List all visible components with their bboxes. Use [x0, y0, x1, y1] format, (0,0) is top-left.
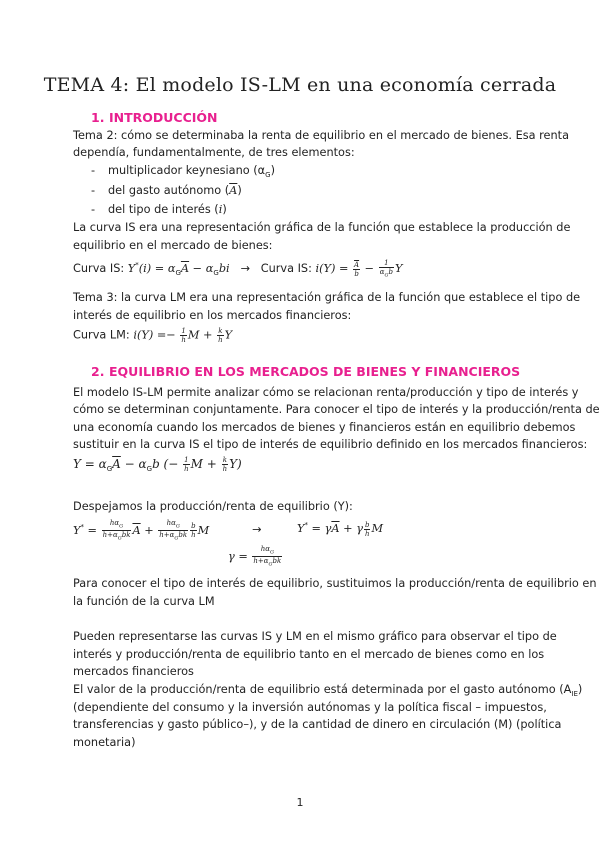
paragraph-line: una economía cuando los mercados de bienes y financieros están en equilibrio debemos: [73, 421, 576, 434]
arrow-symbol: →: [252, 523, 262, 536]
paragraph-line: la función de la curva LM: [73, 595, 215, 608]
bullet-item-autonomous-spending: del gasto autónomo $(\overline{A})$: [108, 184, 242, 197]
paragraph-line: monetaria): [73, 736, 136, 749]
lm-label: Curva LM:: [73, 328, 130, 342]
output-equation-simplified: $Y^* = \gamma\overline{A} + \gamma$ $\frac{b}{h}$ M: [297, 520, 384, 538]
bullet-item-multiplier: multiplicador keynesiano $(\alpha_G)$: [108, 164, 275, 179]
bullet-item-interest-rate: del tipo de interés (i): [108, 203, 227, 216]
section-1-title: INTRODUCCIÓN: [109, 110, 218, 125]
paragraph-line: dependía, fundamentalmente, de tres elementos:: [73, 146, 355, 159]
output-equation: Y* = $\frac{h\alpha_G}{h+\alpha_Gbk}$ $\overline{A}$ + $\frac{h\alpha_G}{h+\alpha_Gbk}$ $\frac{b}{h}$ M: [73, 519, 210, 542]
is-label-alt: Curva IS:: [260, 262, 312, 276]
gamma-definition: γ = $\frac{h\alpha_G}{h+\alpha_Gbk}$: [228, 545, 282, 568]
bullet-text: del gasto autónomo (: [108, 184, 230, 197]
section-1-number: 1.: [91, 110, 105, 125]
paragraph-line: interés de equilibrio en los mercados financieros:: [73, 309, 352, 322]
paragraph-line: Tema 2: cómo se determinaba la renta de equilibrio en el mercado de bienes. Esa renta: [73, 129, 569, 142]
bullet-dash: -: [91, 184, 96, 197]
paragraph-line: cómo se determinan conjuntamente. Para conocer el tipo de interés y la producción/renta de: [73, 403, 600, 416]
lm-curve-equation: Curva LM: i(Y) =− $\frac{1}{h}$ M + $\frac{k}{h}$ Y: [73, 327, 233, 344]
paragraph-line: Para conocer el tipo de interés de equilibrio, sustituimos la producción/renta de equilibrio en: [73, 577, 597, 590]
paragraph-line: equilibrio en el mercado de bienes:: [73, 239, 273, 252]
paragraph-line: Pueden representarse las curvas IS y LM en el mismo gráfico para observar el tipo de: [73, 630, 557, 643]
paragraph-line: La curva IS era una representación gráfica de la función que establece la producción de: [73, 221, 571, 234]
bullet-text: del tipo de interés (: [108, 203, 219, 216]
document-title: TEMA 4: El modelo IS-LM en una economía cerrada: [43, 74, 557, 96]
section-2-title: EQUILIBRIO EN LOS MERCADOS DE BIENES Y FINANCIEROS: [109, 364, 521, 379]
subscript: IE: [571, 690, 578, 698]
paragraph-text: El valor de la producción/renta de equilibrio está determinada por el gasto autónomo (A: [73, 683, 572, 696]
paragraph-line: sustituir en la curva IS el tipo de interés de equilibrio definido en los mercados financieros:: [73, 438, 588, 451]
paragraph-line: interés y producción/renta de equilibrio tanto en el mercado de bienes como en los: [73, 648, 545, 661]
is-label: Curva IS:: [73, 262, 125, 276]
bullet-dash: -: [91, 164, 96, 177]
paragraph-line: (dependiente del consumo y la inversión autónomas y la política fiscal – impuestos,: [73, 701, 547, 714]
is-curve-equation: Curva IS: $Y^*(i) = \alpha_G\overline{A} - \alpha_Gbi$ → Curva IS: i(Y) = $\frac{\overline{A}}{b}$ − $\frac{1}{\alpha_Gb}$ Y: [73, 259, 403, 279]
section-2-heading: [91, 364, 520, 379]
paragraph-text: ): [577, 683, 583, 696]
paragraph-line: El modelo IS-LM permite analizar cómo se relacionan renta/producción y tipo de interés y: [73, 386, 579, 399]
paragraph-line: transferencias y gasto público–), y de la cantidad de dinero en circulación (M) (política: [73, 718, 562, 731]
bullet-dash: -: [91, 203, 96, 216]
paragraph-line: [73, 683, 582, 701]
paragraph-line: mercados financieros: [73, 665, 194, 678]
section-1-heading: [91, 110, 218, 125]
equilibrium-equation: $Y = \alpha_G\overline{A} - \alpha_Gb$ (− $\frac{1}{h}$ M + $\frac{k}{h}$ Y): [73, 456, 242, 473]
paragraph-line: Tema 3: la curva LM era una representación gráfica de la función que establece el tipo de: [73, 291, 581, 304]
page-number: 1: [296, 796, 304, 809]
section-2-number: 2.: [91, 364, 105, 379]
paragraph-line: Despejamos la producción/renta de equilibrio (Y):: [73, 500, 353, 513]
bullet-text: multiplicador keynesiano (α: [108, 164, 266, 177]
